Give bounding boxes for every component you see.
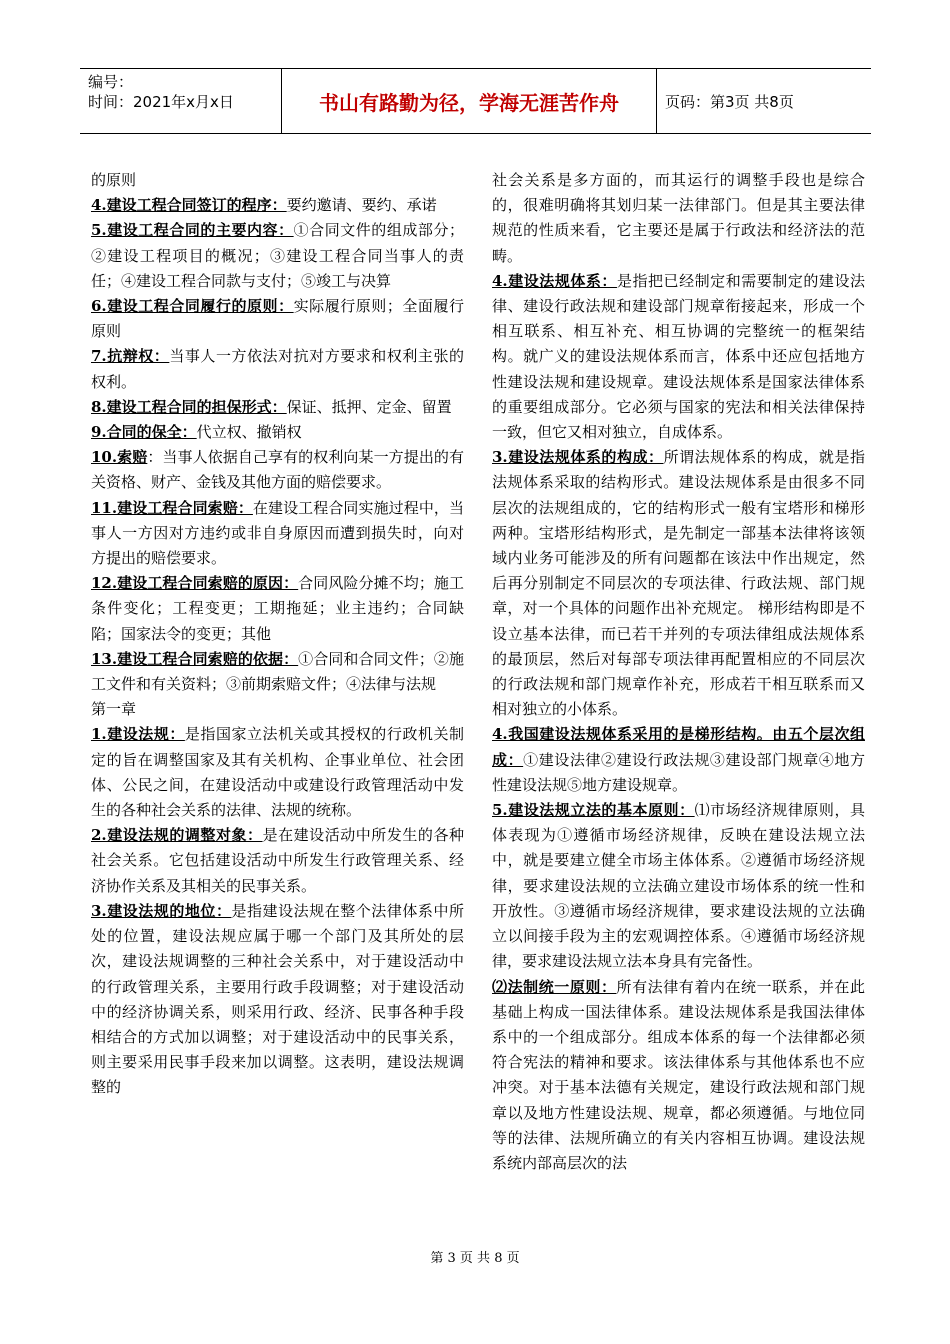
paragraph xyxy=(492,445,865,722)
term-heading: 1.建设法规： xyxy=(91,725,185,744)
term-heading: 6.建设工程合同履行的原则： xyxy=(91,297,294,316)
document-number: 编号： xyxy=(88,73,134,91)
paragraph-text: 代立权、撤销权 xyxy=(196,423,302,442)
term-heading: 3.建设法规的地位： xyxy=(91,901,232,920)
term-heading: 9.合同的保全： xyxy=(91,423,197,442)
paragraph-text: 要约邀请、要约、承诺 xyxy=(286,196,437,215)
paragraph-text: ①合同文件的组成部分；②建设工程项目的概况；③建设工程合同当事人的责任；④建设工程合同款与支付；⑤竣工与决算 xyxy=(91,221,464,290)
term-heading: 10.索赔 xyxy=(91,448,148,467)
paragraph-text: ①建设法律②建设行政法规③建设部门规章④地方性建设法规⑤地方建设规章。 xyxy=(492,750,865,794)
paragraph-text: ①合同和合同文件；②施工文件和有关资料；③前期索赔文件；④法律与法规 xyxy=(91,649,464,694)
term-heading: 7.抗辩权： xyxy=(91,347,170,366)
paragraph-text: 是指把已经制定和需要制定的建设法律、建设行政法规和建设部门规章衔接起来，形成一个相互联系、相互补充、相互协调的完整统一的框架结构。就广义的建设法规体系而言，体系中还应包括地方性建设法规和建设规章。建设法规体系是国家法律体系的重要组成部分。它必须与国家的宪法和相关法律保持一致，但它又相对独立，自成体系。 xyxy=(492,271,865,442)
term-heading: 5.建设工程合同的主要内容： xyxy=(91,221,294,240)
paragraph-text: 在建设工程合同实施过程中，当事人一方因对方违约或非自身原因而遭到损失时，向对方提出的赔偿要求。 xyxy=(91,498,464,568)
term-heading: 11.建设工程合同索赔： xyxy=(91,498,253,517)
paragraph xyxy=(91,899,464,1101)
paragraph xyxy=(492,269,865,445)
paragraph xyxy=(91,445,464,495)
paragraph xyxy=(91,722,464,823)
paragraph-text: ：当事人依据自己享有的权利向某一方提出的有关资格、财产、金钱及其他方面的赔偿要求。 xyxy=(91,448,464,492)
paragraph-text: 实际履行原则；全面履行原则 xyxy=(91,297,464,341)
paragraph xyxy=(91,294,464,344)
paragraph xyxy=(91,571,464,647)
paragraph xyxy=(91,168,464,193)
paragraph-text: 的原则 xyxy=(91,171,137,189)
page-header xyxy=(80,68,871,134)
paragraph-text: 第一章 xyxy=(91,700,137,719)
paragraph-text: 合同风险分摊不均；施工条件变化；工程变更；工期拖延；业主违约；合同缺陷；国家法令的变更；其他 xyxy=(91,574,464,643)
term-heading: ⑵法制统一原则： xyxy=(492,977,617,996)
paragraph-text: 是指建设法规在整个法律体系中所处的位置，建设法规应属于哪一个部门及其所处的层次，建设法规调整的三种社会关系中，对于建设活动中的行政管理关系，主要用行政手段调整；对于建设活动中的经济协调关系，则采用行政、经济、民事各种手段相结合的方式加以调整；对于建设活动中的民事关系，则主要采用民事手段来加以调整。这表明，建设法规调整的 xyxy=(91,901,464,1097)
paragraph xyxy=(91,344,464,394)
term-heading: 5.建设法规立法的基本原则： xyxy=(492,801,695,820)
paragraph xyxy=(91,823,464,899)
term-heading: 4.建设法规体系： xyxy=(492,271,617,290)
document-time: 时间：2021年x月x日 xyxy=(88,93,234,111)
paragraph-text: 是指国家立法机关或其授权的行政机关制定的旨在调整国家及其有关机构、企事业单位、社会团体、公民之间，在建设活动中或建设行政管理活动中发生的各种社会关系的法律、法规的统称。 xyxy=(91,725,464,820)
header-page-number: 页码：第3页 共8页 xyxy=(665,92,794,111)
paragraph xyxy=(492,722,865,798)
paragraph xyxy=(91,395,464,420)
paragraph xyxy=(91,697,464,722)
term-heading: 12.建设工程合同索赔的原因： xyxy=(91,574,299,593)
paragraph-text: 是在建设活动中所发生的各种社会关系。它包括建设活动中所发生行政管理关系、经济协作关系及其相关的民事关系。 xyxy=(91,826,464,895)
header-meta xyxy=(80,69,282,133)
term-heading: 4.建设工程合同签订的程序： xyxy=(91,196,287,215)
term-heading: 3.建设法规体系的构成： xyxy=(492,448,664,467)
paragraph-text: 社会关系是多方面的，而其运行的调整手段也是综合的，很难明确将其划归某一法律部门。但是其主要法律规范的性质来看，它主要还是属于行政法和经济法的范畴。 xyxy=(492,171,865,265)
left-column xyxy=(91,168,464,1101)
paragraph-text: ⑴市场经济规律原则，具体表现为①遵循市场经济规律，反映在建设法规立法中，就是要建立健全市场主体体系。②遵循市场经济规律，要求建设法规的立法确立建设市场体系的统一性和开放性。③遵循市场经济规律，要求建设法规的立法确立以间接手段为主的宏观调控体系。④遵循市场经济规律，要求建设法规立法本身具有完备性。 xyxy=(492,801,865,971)
header-motto: 书山有路勤为径，学海无涯苦作舟 xyxy=(282,69,657,133)
paragraph xyxy=(91,420,464,445)
paragraph-text: 所有法律有着内在统一联系，并在此基础上构成一国法律体系。建设法规体系是我国法律体系中的一个组成部分。组成本体系的每一个法律都必须符合宪法的精神和要求。该法律体系与其他体系也不应冲突。对于基本法德有关规定，建设行政法规和部门规章以及地方性建设法规、规章，都必须遵循。与地位同等的法律、法规所确立的有关内容相互协调。建设法规系统内部高层次的法 xyxy=(492,977,865,1172)
term-heading: 4.我国建设法规体系采用的是梯形结构。由五个层次组成： xyxy=(492,725,865,769)
paragraph xyxy=(91,647,464,697)
paragraph xyxy=(91,193,464,218)
paragraph-text: 当事人一方依法对抗对方要求和权利主张的权利。 xyxy=(91,347,464,391)
paragraph-text: 保证、抵押、定金、留置 xyxy=(286,397,452,416)
paragraph xyxy=(492,168,865,269)
term-heading: 8.建设工程合同的担保形式： xyxy=(91,397,287,416)
paragraph xyxy=(91,496,464,572)
paragraph xyxy=(492,975,865,1177)
page-footer: 第 3 页 共 8 页 xyxy=(430,1251,520,1266)
term-heading: 2.建设法规的调整对象： xyxy=(91,826,263,845)
paragraph xyxy=(91,218,464,294)
right-column xyxy=(492,168,865,1176)
term-heading: 13.建设工程合同索赔的依据： xyxy=(91,649,299,668)
paragraph-text: 所谓法规体系的构成，就是指法规体系采取的结构形式。建设法规体系是由很多不同层次的法规组成的，它的结构形式一般有宝塔形和梯形两种。宝塔形结构形式，是先制定一部基本法律将该领域内业务可能涉及的所有问题都在该法中作出规定，然后再分别制定不同层次的专项法律、行政法规、部门规章，对一个具体的问题作出补充规定。 梯形结构即是不设立基本法律，而已若干并列的专项法律组成法规体系的最顶层，然后对每部专项法律再配置相应的不同层次的行政法规和部门规章作补充，形成若干相互联系而又相对独立的小体系。 xyxy=(492,448,865,719)
paragraph xyxy=(492,798,865,974)
